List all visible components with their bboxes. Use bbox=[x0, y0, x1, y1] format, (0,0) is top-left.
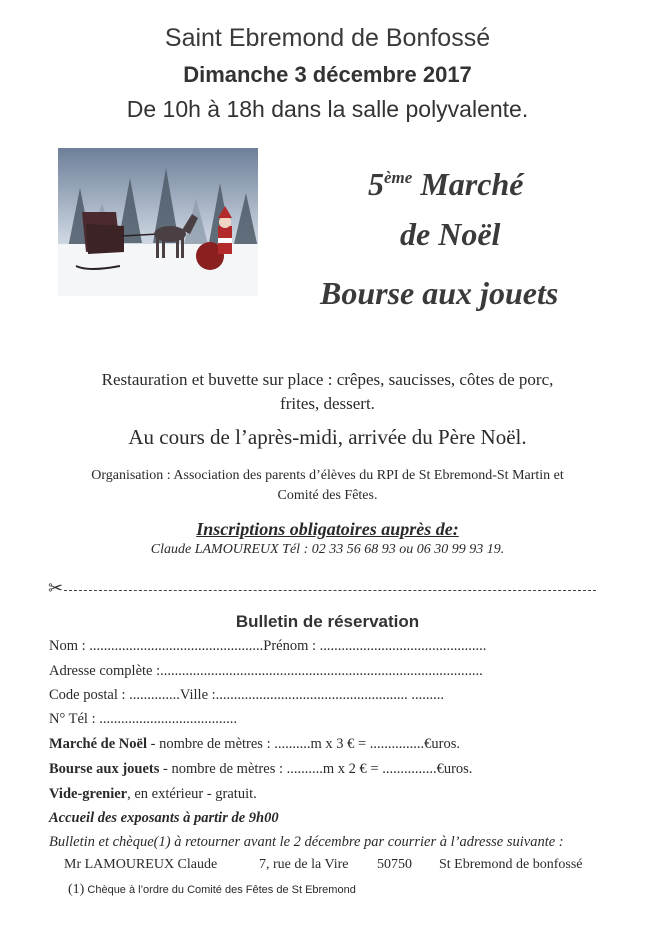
bourse-label: Bourse aux jouets bbox=[49, 761, 160, 777]
footnote-text: Chèque à l’ordre du Comité des Fêtes de St Ebremond bbox=[87, 884, 356, 896]
form-marche-line bbox=[49, 736, 460, 753]
form-adresse: Adresse complète :......................................................................................... bbox=[49, 663, 483, 679]
bourse-text: - nombre de mètres : ..........m x 2 € = ...............€uros. bbox=[159, 761, 473, 777]
address-city: St Ebremond de bonfossé bbox=[439, 857, 583, 872]
footnote-marker: (1) bbox=[68, 882, 85, 897]
return-address bbox=[64, 857, 582, 873]
pere-noel-text: Au cours de l’après-midi, arrivée du Père Noël. bbox=[128, 425, 527, 449]
bourse-title: Bourse aux jouets bbox=[320, 275, 559, 311]
hours-heading: De 10h à 18h dans la salle polyvalente. bbox=[126, 96, 529, 122]
restauration-line-1: Restauration et buvette sur place : crêpes, saucisses, côtes de porc, bbox=[101, 370, 554, 389]
organisation-text bbox=[0, 466, 655, 506]
form-vide-grenier-line bbox=[49, 786, 257, 803]
form-bourse-line bbox=[49, 761, 472, 778]
marche-word: Marché bbox=[420, 166, 524, 202]
accueil-text: Accueil des exposants à partir de 9h00 bbox=[49, 810, 279, 826]
vide-grenier-text: , en extérieur - gratuit. bbox=[127, 786, 257, 802]
form-nom-prenom: Nom : ................................................Prénom : .............................................. bbox=[49, 638, 487, 654]
organisation-line-2: Comité des Fêtes. bbox=[277, 488, 378, 503]
contact-text: Claude LAMOUREUX Tél : 02 33 56 68 93 ou 06 30 99 93 19. bbox=[150, 542, 505, 557]
form-tel: N° Tél : ...................................... bbox=[49, 711, 237, 727]
date-heading: Dimanche 3 décembre 2017 bbox=[183, 62, 472, 87]
restauration-text bbox=[0, 368, 655, 416]
restauration-line-2: frites, dessert. bbox=[280, 394, 375, 413]
marche-text: - nombre de mètres : ..........m x 3 € = ...............€uros. bbox=[146, 736, 461, 752]
edition-number: 5 bbox=[368, 166, 384, 202]
de-noel-title: de Noël bbox=[400, 216, 501, 252]
address-name: Mr LAMOUREUX Claude bbox=[64, 857, 218, 872]
marche-title bbox=[368, 166, 523, 203]
retour-text: Bulletin et chèque(1) à retourner avant le 2 décembre par courrier à l’adresse suivante : bbox=[49, 834, 564, 850]
scissors-icon: ✂ bbox=[48, 578, 64, 598]
address-street: 7, rue de la Vire bbox=[259, 857, 349, 872]
form-code-postal: Code postal : ..............Ville :..................................................... ......... bbox=[49, 687, 445, 703]
dashed-line bbox=[64, 590, 596, 591]
christmas-sleigh-photo bbox=[58, 148, 258, 296]
address-postcode: 50750 bbox=[377, 857, 412, 872]
bulletin-title: Bulletin de réservation bbox=[235, 612, 420, 631]
edition-suffix: ème bbox=[384, 168, 413, 187]
inscriptions-heading: Inscriptions obligatoires auprès de: bbox=[196, 519, 459, 539]
footnote bbox=[68, 882, 356, 898]
vide-grenier-label: Vide-grenier bbox=[49, 786, 128, 802]
cut-line bbox=[48, 578, 596, 598]
organisation-line-1: Organisation : Association des parents d’élèves du RPI de St Ebremond-St Martin et bbox=[91, 468, 564, 483]
town-heading: Saint Ebremond de Bonfossé bbox=[164, 24, 491, 52]
marche-label: Marché de Noël bbox=[49, 736, 147, 752]
